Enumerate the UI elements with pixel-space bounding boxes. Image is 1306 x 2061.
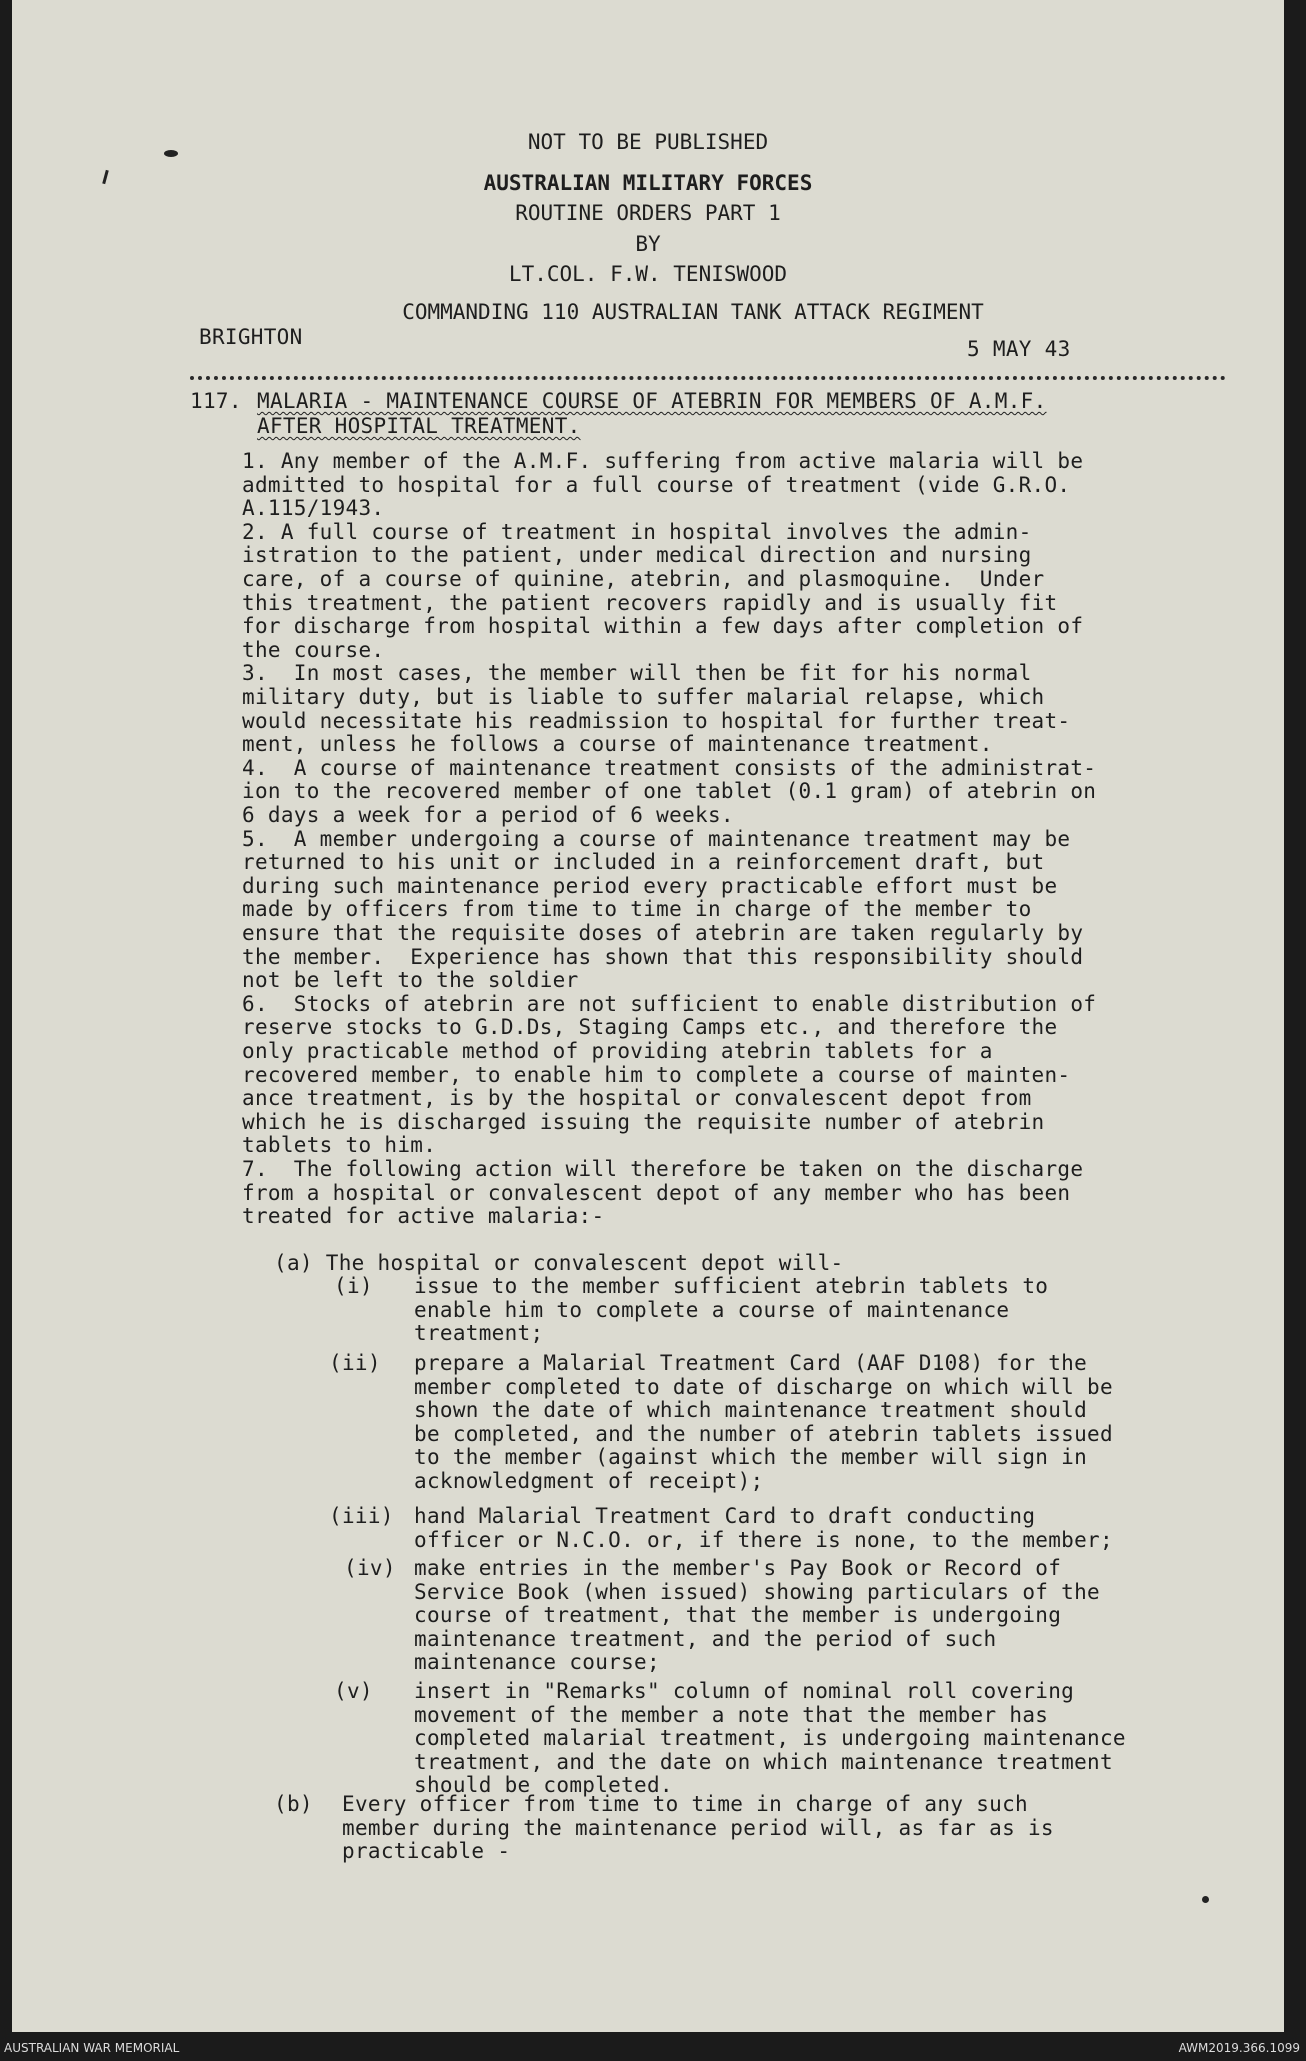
body-line: admitted to hospital for a full course of treatment (vide G.R.O.: [242, 472, 1071, 497]
item-line: treatment;: [414, 1321, 544, 1346]
body-line: 6. Stocks of atebrin are not sufficient to enable distribution of: [242, 991, 1097, 1016]
item-line: hand Malarial Treatment Card to draft conducting: [414, 1504, 1036, 1528]
body-line: the course.: [242, 637, 385, 662]
body-line: this treatment, the patient recovers rapidly and is usually fit: [242, 590, 1058, 615]
footer-left: AUSTRALIAN WAR MEMORIAL: [4, 2041, 180, 2055]
item-line: maintenance treatment, and the period of such: [414, 1626, 997, 1651]
body-line: reserve stocks to G.D.Ds, Staging Camps etc., and therefore the: [242, 1015, 1058, 1040]
body-line: 4. A course of maintenance treatment consists of the administrat-: [242, 755, 1097, 780]
item-line: should be completed.: [414, 1773, 673, 1798]
body-line: the member. Experience has shown that this responsibility should: [242, 944, 1084, 969]
body-line: not be left to the soldier: [242, 968, 579, 993]
sub-b-line: member during the maintenance period will, as far as is: [342, 1815, 1054, 1840]
item-line: member completed to date of discharge on which will be: [414, 1374, 1113, 1399]
item-line: treatment, and the date on which maintenance treatment: [414, 1749, 1113, 1774]
item-number: (ii): [329, 1351, 381, 1375]
item-line: shown the date of which maintenance treatment should: [414, 1398, 1088, 1423]
sub-b-number: (b): [274, 1792, 313, 1816]
item-line: course of treatment, that the member is undergoing: [414, 1603, 1062, 1628]
order-title: MALARIA - MAINTENANCE COURSE OF ATEBRIN FOR MEMBERS OF A.M.F.: [257, 389, 1047, 413]
item-line: issue to the member sufficient atebrin tablets to: [414, 1274, 1049, 1298]
body-line: A.115/1943.: [242, 496, 385, 521]
document-page: [12, 0, 1284, 2032]
order-title-cont: AFTER HOSPITAL TREATMENT.: [257, 414, 581, 438]
item-number: (iv): [344, 1556, 396, 1580]
footer-right: AWM2019.366.1099: [1178, 2041, 1300, 2055]
date-label: 5 MAY 43: [967, 337, 1071, 361]
header-routine-orders: ROUTINE ORDERS PART 1: [515, 201, 781, 225]
item-line: acknowledgment of receipt);: [414, 1469, 764, 1493]
sub-b-line: practicable -: [342, 1839, 511, 1864]
body-line: tablets to him.: [242, 1133, 437, 1158]
body-line: made by officers from time to time in charge of the member to: [242, 897, 1032, 922]
body-line: only practicable method of providing atebrin tablets for a: [242, 1039, 993, 1063]
body-line: care, of a course of quinine, atebrin, and plasmoquine. Under: [242, 567, 1045, 591]
body-line: would necessitate his readmission to hospital for further treat-: [242, 708, 1071, 733]
header-not-to-be-published: NOT TO BE PUBLISHED: [527, 130, 769, 154]
body-line: 7. The following action will therefore be taken on the discharge: [242, 1157, 1084, 1181]
body-line: ment, unless he follows a course of maintenance treatment.: [242, 732, 993, 757]
item-line: Service Book (when issued) showing particulars of the: [414, 1579, 1100, 1604]
body-line: which he is discharged issuing the requisite number of atebrin: [242, 1109, 1045, 1134]
item-number: (i): [334, 1274, 373, 1298]
item-line: to the member (against which the member will sign in: [414, 1445, 1088, 1470]
item-number: (iii): [329, 1504, 394, 1528]
body-line: 3. In most cases, the member will then be fit for his normal: [242, 661, 1032, 686]
item-line: insert in "Remarks" column of nominal roll covering: [414, 1679, 1075, 1703]
footer-bar: [0, 2035, 1306, 2061]
body-line: ion to the recovered member of one tablet (0.1 gram) of atebrin on: [242, 779, 1097, 804]
item-line: make entries in the member's Pay Book or Record of: [414, 1556, 1062, 1580]
body-line: ensure that the requisite doses of atebrin are taken regularly by: [242, 921, 1084, 945]
separator-dots: [190, 376, 1226, 380]
item-line: be completed, and the number of atebrin tablets issued: [414, 1421, 1113, 1446]
item-line: movement of the member a note that the member has: [414, 1702, 1049, 1727]
item-line: completed malarial treatment, is undergoing maintenance: [414, 1726, 1126, 1751]
body-line: treated for active malaria:-: [242, 1204, 605, 1229]
item-line: enable him to complete a course of maintenance: [414, 1297, 1010, 1322]
body-line: istration to the patient, under medical direction and nursing: [242, 543, 1032, 568]
sub-a: (a) The hospital or convalescent depot will-: [274, 1251, 844, 1275]
body-line: from a hospital or convalescent depot of any member who has been: [242, 1180, 1071, 1205]
body-line: for discharge from hospital within a few days after completion of: [242, 614, 1084, 639]
ink-mark: [1202, 1896, 1209, 1903]
sub-b-line: Every officer from time to time in charge of any such: [342, 1792, 1028, 1816]
body-line: 2. A full course of treatment in hospital involves the admin-: [242, 519, 1032, 544]
body-line: recovered member, to enable him to complete a course of mainten-: [242, 1062, 1071, 1087]
item-number: (v): [334, 1679, 373, 1703]
body-line: 1. Any member of the A.M.F. suffering from active malaria will be: [242, 449, 1084, 473]
body-line: ance treatment, is by the hospital or convalescent depot from: [242, 1086, 1032, 1111]
item-line: officer or N.C.O. or, if there is none, to the member;: [414, 1527, 1113, 1552]
body-line: 5. A member undergoing a course of maintenance treatment may be: [242, 826, 1071, 851]
body-line: returned to his unit or included in a reinforcement draft, but: [242, 850, 1045, 875]
place-label: BRIGHTON: [199, 325, 303, 349]
header-commanding: COMMANDING 110 AUSTRALIAN TANK ATTACK REGIMENT: [402, 300, 984, 324]
body-line: 6 days a week for a period of 6 weeks.: [242, 803, 734, 827]
item-line: maintenance course;: [414, 1650, 660, 1675]
body-line: during such maintenance period every practicable effort must be: [242, 873, 1058, 898]
header-officer: LT.COL. F.W. TENISWOOD: [508, 262, 788, 286]
header-by: BY: [635, 232, 661, 256]
body-line: military duty, but is liable to suffer malarial relapse, which: [242, 685, 1045, 709]
header-forces: AUSTRALIAN MILITARY FORCES: [483, 171, 813, 195]
order-number: 117.: [190, 389, 242, 413]
item-line: prepare a Malarial Treatment Card (AAF D108) for the: [414, 1351, 1088, 1375]
